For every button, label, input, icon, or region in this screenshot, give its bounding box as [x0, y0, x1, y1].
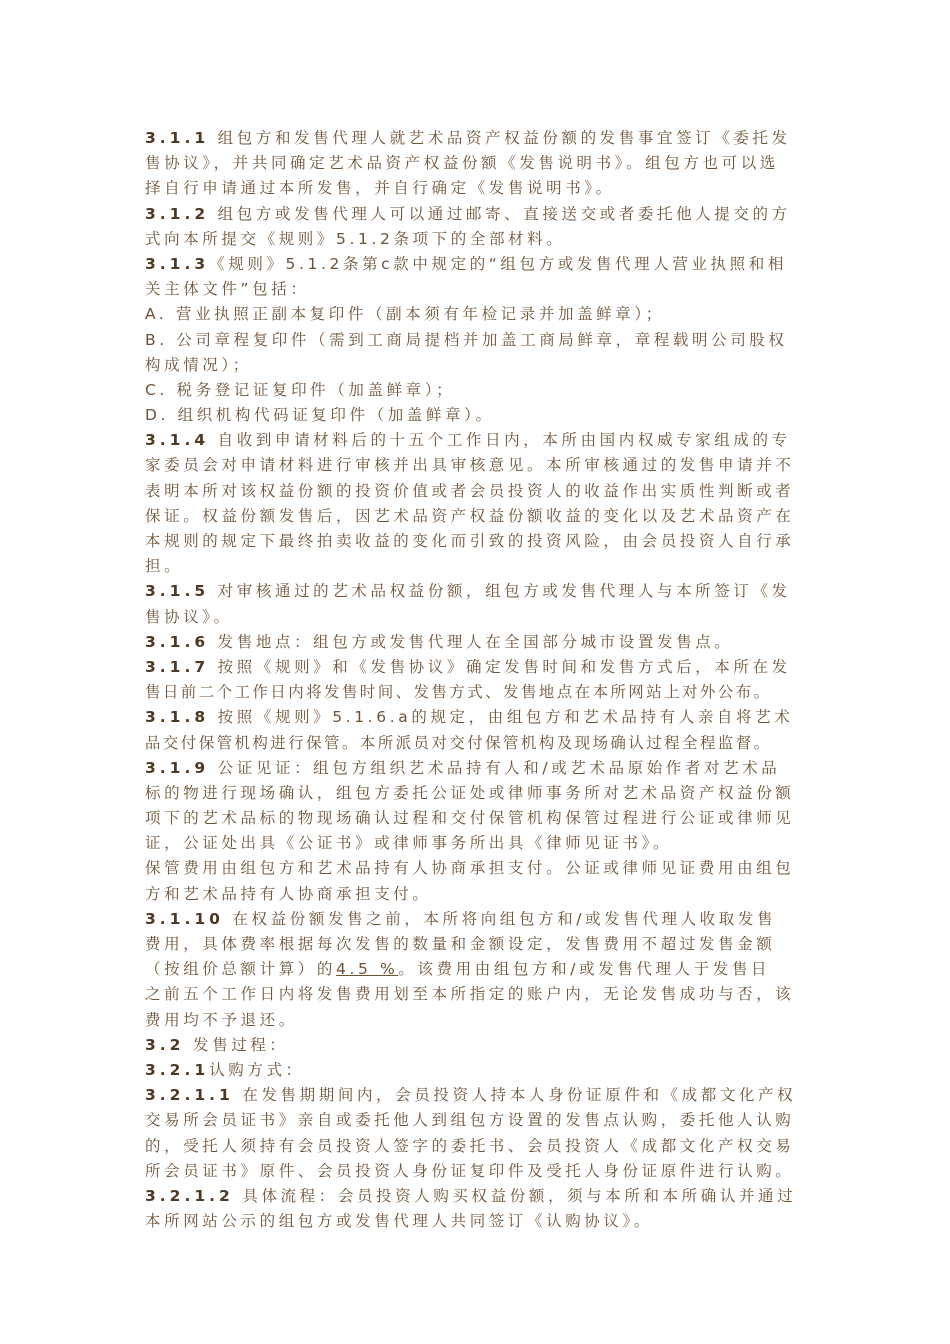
- text-line: [145, 151, 815, 176]
- clause-text: 项下的艺术品标的物现场确认过程和交付保管机构保管过程进行公证或律师见: [145, 809, 795, 828]
- clause-text: 公证见证：组包方组织艺术品持有人和/或艺术品原始作者对艺术品: [209, 758, 781, 777]
- text-line: [145, 705, 815, 730]
- text-line: [145, 1134, 815, 1159]
- clause-text: 本所网站公示的组包方或发售代理人共同签订《认购协议》。: [145, 1212, 653, 1231]
- clause-text: 品交付保管机构进行保管。本所派员对交付保管机构及现场确认过程全程监督。: [145, 733, 772, 752]
- clause-text: 家委员会对申请材料进行审核并出具审核意见。本所审核通过的发售申请并不: [145, 456, 795, 475]
- clause-text: 本规则的规定下最终拍卖收益的变化而引致的投资风险，由会员投资人自行承: [145, 532, 795, 550]
- clause-text: 之前五个工作日内将发售费用划至本所指定的账户内，无论发售成功与否，该: [145, 985, 795, 1004]
- text-line: [145, 907, 815, 932]
- text-line: [145, 1108, 815, 1133]
- text-line: [145, 378, 815, 403]
- clause-text: 标的物进行现场确认，组包方委托公证处或律师事务所对艺术品资产权益份额: [145, 783, 795, 802]
- clause-text: 表明本所对该权益份额的投资价值或者会员投资人的收益作出实质性判断或者: [145, 481, 795, 500]
- clause-text: 证，公证处出具《公证书》或律师事务所出具《律师见证书》。: [145, 834, 673, 853]
- text-line: [145, 479, 815, 504]
- text-line: [145, 227, 815, 252]
- clause-number: 3.1.3: [145, 254, 210, 273]
- clause-text: D. 组织机构代码证复印件（加盖鲜章）。: [145, 406, 495, 425]
- clause-text: 保证。权益份额发售后，因艺术品资产权益份额收益的变化以及艺术品资产在: [145, 506, 795, 525]
- text-line: [145, 1008, 815, 1033]
- text-line: [145, 756, 815, 781]
- text-line: [145, 554, 815, 579]
- text-line: [145, 1209, 815, 1234]
- text-line: [145, 302, 815, 327]
- text-line: [145, 630, 815, 655]
- text-line: [145, 328, 815, 353]
- clause-text: 按照《规则》和《发售协议》确定发售时间和发售方式后，本所在发: [209, 657, 791, 676]
- clause-text: 《规则》5.1.2条第c款中规定的“组包方或发售代理人营业执照和相: [209, 254, 787, 273]
- text-line: [145, 1184, 815, 1209]
- clause-text: C. 税务登记证复印件（加盖鲜章）；: [145, 380, 456, 399]
- text-line: [145, 252, 815, 277]
- clause-text: 组包方和发售代理人就艺术品资产权益份额的发售事宜签订《委托发: [209, 129, 791, 147]
- text-line: [145, 957, 815, 982]
- clause-text: B. 公司章程复印件（需到工商局提档并加盖工商局鲜章，章程载明公司股权: [145, 330, 788, 349]
- clause-number: 3.1.9: [145, 758, 210, 777]
- clause-text: 售日前二个工作日内将发售时间、发售方式、发售地点在本所网站上对外公布。: [145, 683, 772, 702]
- text-line: [145, 982, 815, 1007]
- clause-text-continued: 。该费用由组包方和/或发售代理人于发售日: [398, 960, 771, 979]
- text-line: [145, 1083, 815, 1108]
- clause-text: 售协议》，并共同确定艺术品资产权益份额《发售说明书》。组包方也可以选: [145, 154, 779, 173]
- clause-text: 按照《规则》5.1.6.a的规定，由组包方和艺术品持有人亲自将艺术: [209, 708, 794, 727]
- clause-text: 组包方或发售代理人可以通过邮寄、直接送交或者委托他人提交的方: [209, 204, 791, 223]
- clause-number: 3.1.1: [145, 129, 210, 147]
- text-line: [145, 1033, 815, 1058]
- clause-text: 认购方式：: [209, 1060, 305, 1079]
- clause-number: 3.1.2: [145, 204, 210, 223]
- clause-number: 3.1.10: [145, 909, 224, 928]
- clause-text: 费用，具体费率根据每次发售的数量和金额设定，发售费用不超过发售金额: [145, 935, 776, 953]
- document-page: [145, 126, 815, 1234]
- clause-text: 担。: [145, 557, 184, 576]
- clause-text: 自收到申请材料后的十五个工作日内，本所由国内权威专家组成的专: [209, 431, 791, 450]
- text-line: [145, 176, 815, 201]
- text-line: [145, 453, 815, 478]
- clause-text: 所会员证书》原件、会员投资人身份证复印件及受托人身份证原件进行认购。: [145, 1161, 795, 1180]
- clause-text: 构成情况）；: [145, 355, 252, 374]
- clause-text: 发售地点：组包方或发售代理人在全国部分城市设置发售点。: [209, 632, 734, 651]
- text-line: [145, 680, 815, 705]
- fee-rate-value: 4.5 %: [336, 960, 399, 979]
- text-line: [145, 529, 815, 554]
- clause-text: 交易所会员证书》亲自或委托他人到组包方设置的发售点认购，委托他人认购: [145, 1111, 795, 1130]
- clause-number: 3.1.8: [145, 708, 210, 727]
- text-line: [145, 579, 815, 604]
- text-line: [145, 1058, 815, 1083]
- text-line: [145, 731, 815, 756]
- clause-number: 3.1.4: [145, 431, 210, 450]
- clause-number: 3.1.5: [145, 582, 210, 601]
- text-line: [145, 202, 815, 227]
- text-line: [145, 126, 815, 151]
- text-line: [145, 277, 815, 302]
- text-line: [145, 504, 815, 529]
- text-line: [145, 403, 815, 428]
- text-line: [145, 1159, 815, 1184]
- clause-text: 具体流程：会员投资人购买权益份额，须与本所和本所确认并通过: [233, 1186, 797, 1205]
- clause-number: 3.1.6: [145, 632, 210, 651]
- text-line: [145, 353, 815, 378]
- clause-text: 在发售期期间内，会员投资人持本人身份证原件和《成都文化产权: [233, 1086, 797, 1105]
- clause-text: 费用均不予退还。: [145, 1010, 298, 1029]
- text-line: [145, 605, 815, 630]
- clause-text: 保管费用由组包方和艺术品持有人协商承担支付。公证或律师见证费用由组包: [145, 859, 795, 878]
- clause-number: 3.2.1: [145, 1060, 210, 1079]
- text-line: [145, 831, 815, 856]
- text-line: [145, 932, 815, 957]
- text-line: [145, 856, 815, 881]
- clause-number: 3.2.1.2: [145, 1186, 234, 1205]
- clause-text: 售协议》。: [145, 607, 233, 626]
- clause-text: 择自行申请通过本所发售，并自行确定《发售说明书》。: [145, 179, 615, 198]
- clause-number: 3.2: [145, 1035, 185, 1054]
- clause-text: 的，受托人须持有会员投资人签字的委托书、会员投资人《成都文化产权交易: [145, 1136, 795, 1155]
- clause-text: 在权益份额发售之前，本所将向组包方和/或发售代理人收取发售: [223, 909, 777, 928]
- clause-text: 关主体文件”包括：: [145, 280, 310, 299]
- text-line: [145, 781, 815, 806]
- text-line: [145, 428, 815, 453]
- clause-text: 方和艺术品持有人协商承担支付。: [145, 884, 432, 903]
- text-line: [145, 655, 815, 680]
- clause-text: （按组价总额计算）的: [145, 960, 337, 979]
- clause-number: 3.1.7: [145, 657, 210, 676]
- clause-text: 对审核通过的艺术品权益份额，组包方或发售代理人与本所签订《发: [209, 582, 791, 601]
- clause-text: 式向本所提交《规则》5.1.2条项下的全部材料。: [145, 229, 566, 248]
- clause-text: 发售过程：: [184, 1035, 289, 1054]
- clause-text: A. 营业执照正副本复印件（副本须有年检记录并加盖鲜章）；: [145, 305, 665, 324]
- clause-number: 3.2.1.1: [145, 1086, 234, 1105]
- text-line: [145, 806, 815, 831]
- text-line: [145, 882, 815, 907]
